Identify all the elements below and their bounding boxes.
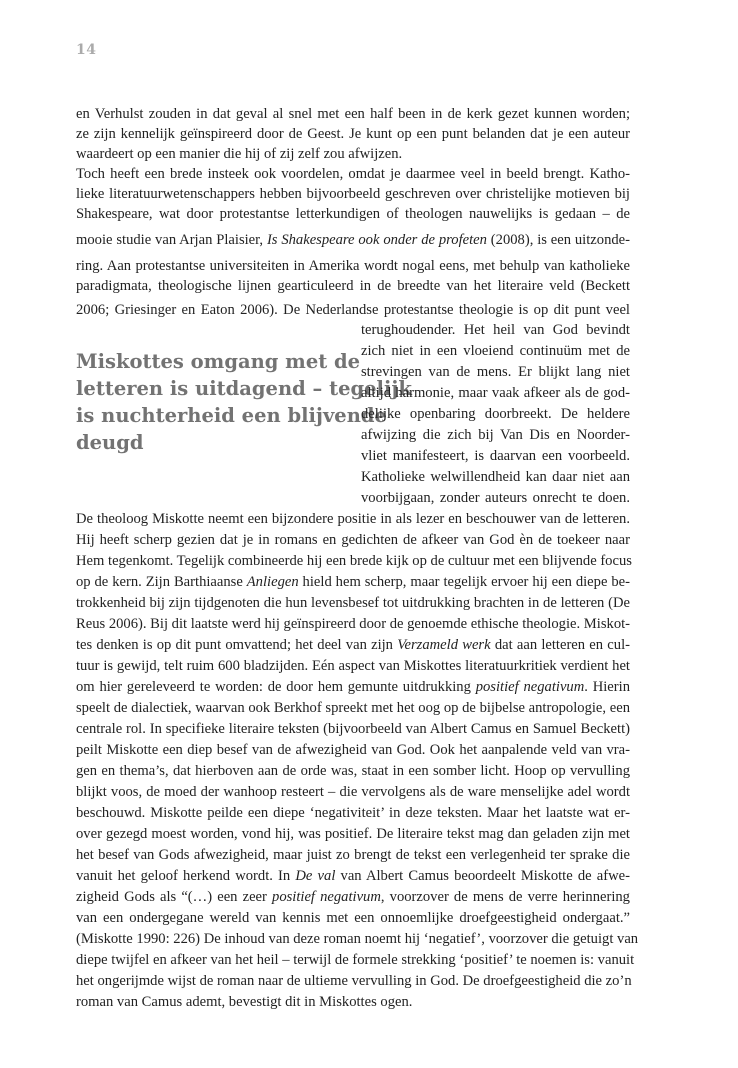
text-line: tes denken is op dit punt omvattend; het deel van zijn Verzameld werk dat aan letteren en cul- [76, 637, 630, 653]
text-line: zich niet in een vloeiend continuüm met de [361, 343, 630, 359]
text-line: vanuit het geloof herkend wordt. In De val van Albert Camus beoordeelt Miskotte de afwe- [76, 868, 630, 884]
text-line: vliet manifesteert, is daarvan een voorbeeld. [361, 448, 630, 464]
text-line: het besef van Gods afwezigheid, maar juist zo brengt de tekst een verlegenheid ter sprake die [76, 847, 630, 863]
italic-term: Anliegen [246, 574, 299, 590]
pull-quote-line: letteren is uitdagend – tegelijk [76, 377, 412, 400]
text-line: over gezegd moest worden, vond hij, was positief. De literaire tekst mag dan geladen zijn met [76, 826, 630, 842]
pull-quote-line: deugd [76, 431, 144, 454]
pull-quote [76, 348, 412, 456]
text-line: Shakespeare, wat door protestantse letterkundigen of theologen nauwelijks is gedaan – de [76, 206, 630, 222]
text-line: altijd harmonie, maar vaak afkeer als de god- [361, 385, 630, 401]
text-line: centrale rol. In specifieke literaire teksten (bijvoorbeeld van Albert Camus en Samuel Beckett) [76, 721, 630, 737]
book-title: De val [295, 868, 336, 884]
text-line: 2006; Griesinger en Eaton 2006). De Nederlandse protestantse theologie is op dit punt veel [76, 302, 630, 318]
text-line: van een ondergegane wereld van kennis met een onnoemlijke droefgeestigheid ondergaat.” [76, 910, 630, 926]
page-number: 14 [76, 42, 97, 58]
text-line: terughoudender. Het heil van God bevindt [361, 322, 630, 338]
text-line: gen en thema’s, dat hierboven aan de orde was, staat in een somber licht. Hoop op vervulling [76, 763, 630, 779]
text-line: tuur is gewijd, telt ruim 600 bladzijden. Eén aspect van Miskottes literatuurkritiek verdient het [76, 658, 630, 674]
pull-quote-line: Miskottes omgang met de [76, 350, 361, 373]
book-title: Verzameld werk [397, 637, 491, 653]
text-line: (Miskotte 1990: 226) De inhoud van deze roman noemt hij ‘negatief’, voorzover die getuigt van [76, 931, 639, 947]
text-line: Hem tegenkomt. Tegelijk combineerde hij een brede kijk op de cultuur met een blijvende focus [76, 553, 632, 569]
text-line: mooie studie van Arjan Plaisier, Is Shakespeare ook onder de profeten (2008), is een uitzonde- [76, 232, 630, 248]
text-line: speelt de dialectiek, waarvan ook Berkhof spreekt met het oog op de bijbelse antropologie, een [76, 700, 630, 716]
text-line: strevingen van de mens. Er blijkt lang niet [361, 364, 630, 380]
text-line: het ongerijmde wijst de roman naar de ultieme vervulling in God. De droefgeestigheid die zo’n [76, 973, 632, 989]
text-line: en Verhulst zouden in dat geval al snel met een half been in de kerk gezet kunnen worden; [76, 106, 630, 122]
text-line: voorbijgaan, zonder auteurs onrecht te doen. [361, 490, 630, 506]
italic-term: positief negativum [272, 889, 381, 905]
text-line: ze zijn kennelijk geïnspireerd door de Geest. Je kunt op een punt belanden dat je een auteur [76, 126, 630, 142]
text-line: Katholieke welwillendheid kan daar niet aan [361, 469, 630, 485]
text-line: Toch heeft een brede insteek ook voordelen, omdat je daarmee veel in beeld brengt. Katho- [76, 166, 630, 182]
text-line: De theoloog Miskotte neemt een bijzondere positie in als lezer en beschouwer van de letteren. [76, 511, 630, 527]
text-line: paradigmata, theologische lijnen gearticuleerd in de breedte van het literaire veld (Beckett [76, 278, 630, 294]
text-line: lieke literatuurwetenschappers hebben bijvoorbeeld geschreven over christelijke motieven bij [76, 186, 630, 202]
text-line: Reus 2006). Bij dit laatste werd hij geïnspireerd door de genoemde ethische theologie. Miskot- [76, 616, 631, 632]
text-line: roman van Camus ademt, bevestigt dit in Miskottes ogen. [76, 994, 413, 1010]
text-line: ring. Aan protestantse universiteiten in Amerika wordt nogal eens, met behulp van katholieke [76, 258, 630, 274]
text-line: trokkenheid bij zijn tijdgenoten die hun levensbesef tot uitdrukking brachten in de letteren (De [76, 595, 630, 611]
text-line: beschouwd. Miskotte peilde een diepe ‘negativiteit’ in deze teksten. Maar het laatste wat er- [76, 805, 630, 821]
text-line: diepe twijfel en afkeer van het heil – terwijl de formele strekking ‘positief’ te noemen is: vanuit [76, 952, 635, 968]
text-line: om hier gereleveerd te worden: de door hem gemunte uitdrukking positief negativum. Hierin [76, 679, 630, 695]
italic-term: positief negativum [475, 679, 585, 695]
text-line: op de kern. Zijn Barthiaanse Anliegen hield hem scherp, maar tegelijk ervoer hij een diepe be- [76, 574, 630, 590]
text-line: waardeert op een manier die hij of zij zelf zou afwijzen. [76, 146, 403, 162]
text-line: peilt Miskotte een diep besef van de afwezigheid van God. Ook het aanpalende veld van vra- [76, 742, 630, 758]
book-title: Is Shakespeare ook onder de profeten [266, 232, 487, 248]
text-line: afwijzing die zich bij Van Dis en Noorder- [361, 427, 630, 443]
text-line: zigheid Gods als “(…) een zeer positief negativum, voorzover de mens de verre herinnering [76, 889, 630, 905]
text-line: Hij heeft scherp gezien dat je in romans en gedichten de afkeer van God èn de toekeer naar [76, 532, 630, 548]
text-line: blijkt voos, de moed der wanhoop resteert – die vervolgens als de ware menselijke adel wordt [76, 784, 630, 800]
pull-quote-line: is nuchterheid een blijvende [76, 404, 387, 427]
text-line: delijke openbaring doorbreekt. De heldere [361, 406, 630, 422]
